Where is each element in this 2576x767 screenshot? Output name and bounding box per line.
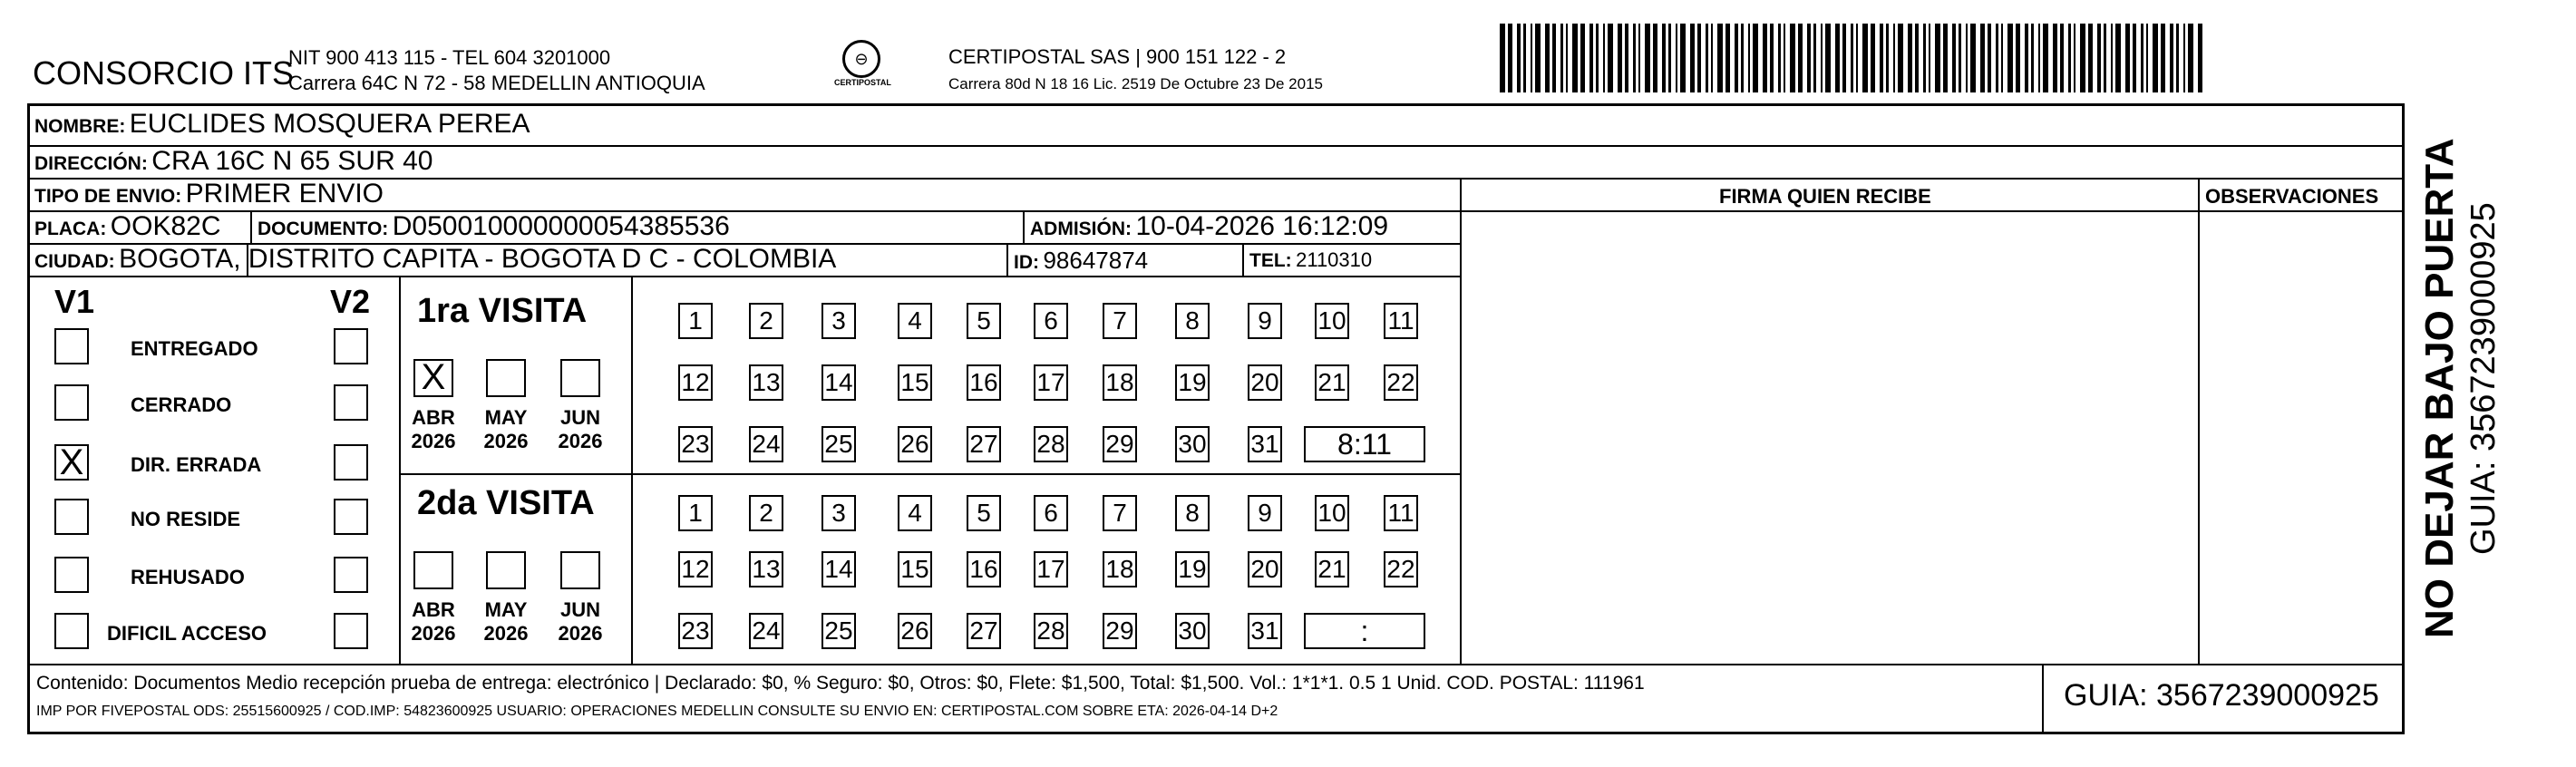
month-name: ABR (412, 598, 455, 621)
second-visit-day-31[interactable]: 31 (1248, 613, 1282, 649)
calendar-divider-v (631, 276, 633, 664)
barcode-bar (1825, 24, 1831, 92)
barcode-bar (1959, 24, 1961, 92)
v1-checkbox[interactable] (54, 613, 89, 649)
second-visit-title: 2da VISITA (417, 484, 595, 522)
barcode-bar (2170, 24, 2173, 92)
v1-checkbox[interactable] (54, 384, 89, 421)
first-visit-day-1[interactable]: 1 (678, 303, 713, 339)
second-visit-day-27[interactable]: 27 (967, 613, 1001, 649)
firma-header: FIRMA QUIEN RECIBE (1719, 185, 1931, 208)
month-name: JUN (559, 406, 600, 429)
status-label: ENTREGADO (131, 337, 258, 360)
tel-value: 2110310 (1296, 248, 1373, 271)
barcode-bar (1725, 24, 1730, 92)
observaciones-header: OBSERVACIONES (2205, 185, 2379, 208)
documento-field (258, 211, 730, 242)
v1-checkbox[interactable] (54, 499, 89, 535)
v2-checkbox[interactable] (334, 328, 368, 364)
ciudad-field (34, 244, 836, 275)
barcode-bar (2025, 24, 2028, 92)
logo-icon: ⊖ (842, 40, 880, 78)
barcode-bar (2104, 24, 2106, 92)
barcode-bar (1706, 24, 1708, 92)
second-visit-day-20[interactable]: 20 (1248, 551, 1282, 587)
first-visit-day-20[interactable]: 20 (1248, 364, 1282, 401)
id-field (1014, 247, 1148, 275)
first-visit-day-22[interactable]: 22 (1384, 364, 1418, 401)
second-visit-day-18[interactable]: 18 (1103, 551, 1137, 587)
second-visit-day-7[interactable]: 7 (1103, 495, 1137, 531)
barcode-bar (2141, 24, 2143, 92)
tel-field (1249, 248, 1372, 272)
second-visit-day-25[interactable]: 25 (821, 613, 856, 649)
barcode-bar (1807, 24, 1811, 92)
barcode-bar (1531, 24, 1532, 92)
barcode-bar (1676, 24, 1677, 92)
admision-value: 10-04-2026 16:12:09 (1135, 211, 1389, 241)
status-label: DIFICIL ACCESO (107, 622, 267, 645)
second-visit-day-28[interactable]: 28 (1034, 613, 1068, 649)
first-visit-day-11[interactable]: 11 (1384, 303, 1418, 339)
month-name: MAY (484, 406, 528, 429)
barcode (1500, 24, 2203, 92)
barcode-bar (1638, 24, 1640, 92)
barcode-bar (1952, 24, 1956, 92)
first-visit-day-18[interactable]: 18 (1103, 364, 1137, 401)
second-visit-month-label (553, 598, 608, 646)
second-visit-day-8[interactable]: 8 (1175, 495, 1210, 531)
barcode-bar (1690, 24, 1695, 92)
barcode-bar (1908, 24, 1912, 92)
barcode-bar (1500, 24, 1505, 92)
nombre-field (34, 109, 530, 140)
first-visit-day-4[interactable]: 4 (898, 303, 932, 339)
v2-header: V2 (330, 283, 371, 320)
side-warning: NO DEJAR BAJO PUERTA (2417, 138, 2462, 638)
barcode-bar (2001, 24, 2003, 92)
barcode-bar (1508, 24, 1512, 92)
first-visit-day-25[interactable]: 25 (821, 426, 856, 462)
barcode-bar (1798, 24, 1803, 92)
second-visit-time[interactable]: : (1304, 613, 1425, 649)
barcode-bar (1943, 24, 1948, 92)
barcode-bar (1966, 24, 1968, 92)
second-visit-day-29[interactable]: 29 (1103, 613, 1137, 649)
barcode-bar (1517, 24, 1521, 92)
nombre-label: NOMBRE: (34, 116, 126, 137)
status-label: CERRADO (131, 393, 232, 416)
first-visit-day-6[interactable]: 6 (1034, 303, 1068, 339)
second-visit-month-checkbox[interactable] (560, 551, 600, 589)
barcode-bar (1560, 24, 1563, 92)
form-frame (27, 103, 2405, 734)
barcode-bar (1711, 24, 1713, 92)
first-visit-day-23[interactable]: 23 (678, 426, 713, 462)
barcode-bar (1790, 24, 1795, 92)
barcode-bar (2060, 24, 2064, 92)
barcode-bar (1856, 24, 1858, 92)
barcode-bar (1697, 24, 1701, 92)
row-divider (27, 276, 1460, 277)
barcode-bar (2007, 24, 2013, 92)
month-year: 2026 (411, 430, 456, 452)
footer-content-line: Contenido: Documentos Medio recepción prueba de entrega: electrónico | Declarado: $0, % Seguro: $0, Otros: $0, Flete: $1,500, Total: $1,500. Vol.: 1*1*1. 0.5 1 Unid. COD. POSTAL: 111961 (36, 673, 1645, 694)
first-visit-title: 1ra VISITA (417, 292, 588, 330)
status-label: NO RESIDE (131, 508, 241, 530)
barcode-bar (2097, 24, 2101, 92)
first-visit-month-checkbox[interactable] (413, 359, 453, 397)
barcode-bar (1735, 24, 1738, 92)
barcode-bar (1898, 24, 1903, 92)
month-name: MAY (484, 598, 528, 621)
direccion-value: CRA 16C N 65 SUR 40 (151, 146, 433, 176)
admision-label: ADMISIÓN: (1030, 218, 1132, 239)
first-visit-day-29[interactable]: 29 (1103, 426, 1137, 462)
barcode-bar (2038, 24, 2040, 92)
barcode-bar (1572, 24, 1578, 92)
barcode-bar (1748, 24, 1750, 92)
month-name: ABR (412, 406, 455, 429)
barcode-bar (1668, 24, 1671, 92)
barcode-bar (1893, 24, 1895, 92)
barcode-bar (1662, 24, 1666, 92)
second-visit-month-label (406, 598, 461, 646)
barcode-bar (1523, 24, 1526, 92)
barcode-bar (1603, 24, 1605, 92)
placa-label: PLACA: (34, 218, 107, 239)
tipo-envio-value: PRIMER ENVIO (185, 179, 384, 209)
first-visit-day-17[interactable]: 17 (1034, 364, 1068, 401)
certipostal-line2: Carrera 80d N 18 16 Lic. 2519 De Octubre 23 De 2015 (948, 75, 1323, 92)
first-visit-time[interactable]: 8:11 (1304, 426, 1425, 462)
first-visit-month-label (406, 406, 461, 453)
second-visit-day-24[interactable]: 24 (749, 613, 783, 649)
month-check-mark: X (421, 357, 446, 397)
second-visit-day-15[interactable]: 15 (898, 551, 932, 587)
certipostal-logo (834, 40, 889, 87)
barcode-bar (2161, 24, 2165, 92)
barcode-bar (2115, 24, 2121, 92)
second-visit-day-13[interactable]: 13 (749, 551, 783, 587)
second-visit-day-1[interactable]: 1 (678, 495, 713, 531)
second-visit-day-14[interactable]: 14 (821, 551, 856, 587)
barcode-bar (1741, 24, 1744, 92)
first-visit-day-9[interactable]: 9 (1248, 303, 1282, 339)
documento-label: DOCUMENTO: (258, 218, 389, 239)
first-visit-month-label (553, 406, 608, 453)
barcode-bar (1608, 24, 1613, 92)
first-visit-day-24[interactable]: 24 (749, 426, 783, 462)
v1-check-mark: X (59, 442, 84, 482)
first-visit-day-7[interactable]: 7 (1103, 303, 1137, 339)
barcode-bar (2153, 24, 2158, 92)
v2-checkbox[interactable] (334, 444, 368, 481)
barcode-bar (1753, 24, 1758, 92)
cell-divider (1023, 210, 1025, 243)
barcode-bar (1923, 24, 1926, 92)
barcode-bar (1886, 24, 1889, 92)
v1-header: V1 (54, 283, 95, 320)
second-visit-day-19[interactable]: 19 (1175, 551, 1210, 587)
tipo-envio-label: TIPO DE ENVIO: (34, 186, 182, 207)
status-label: REHUSADO (131, 566, 245, 588)
v2-checkbox[interactable] (334, 557, 368, 593)
barcode-bar (1770, 24, 1774, 92)
first-visit-day-28[interactable]: 28 (1034, 426, 1068, 462)
second-visit-day-22[interactable]: 22 (1384, 551, 1418, 587)
footer-guia-divider (2042, 664, 2044, 734)
certipostal-line1: CERTIPOSTAL SAS | 900 151 122 - 2 (948, 45, 1287, 68)
footer-imp-line: IMP POR FIVEPOSTAL ODS: 25515600925 / COD.IMP: 54823600925 USUARIO: OPERACIONES MEDELLIN CONSULTE SU ENVIO EN: CERTIPOSTAL.COM SOBRE ETA: 2026-04-14 D+2 (36, 704, 1278, 719)
v1-checkbox[interactable] (54, 328, 89, 364)
barcode-bar (1821, 24, 1823, 92)
barcode-bar (2183, 24, 2185, 92)
second-visit-month-label (479, 598, 533, 646)
month-name: JUN (559, 598, 600, 621)
cell-divider (1006, 243, 1008, 276)
barcode-bar (2031, 24, 2034, 92)
barcode-bar (1618, 24, 1622, 92)
barcode-bar (2133, 24, 2136, 92)
direccion-field (34, 146, 433, 177)
v2-checkbox[interactable] (334, 384, 368, 421)
barcode-bar (1784, 24, 1785, 92)
cell-divider (1242, 243, 1244, 276)
ciudad-label: CIUDAD: (34, 251, 115, 272)
first-visit-day-16[interactable]: 16 (967, 364, 1001, 401)
barcode-bar (2068, 24, 2071, 92)
first-visit-month-checkbox[interactable] (486, 359, 526, 397)
first-visit-day-5[interactable]: 5 (967, 303, 1001, 339)
second-visit-day-17[interactable]: 17 (1034, 551, 1068, 587)
v1-checkbox[interactable] (54, 557, 89, 593)
barcode-bar (2198, 24, 2202, 92)
barcode-bar (1566, 24, 1568, 92)
first-visit-day-2[interactable]: 2 (749, 303, 783, 339)
barcode-bar (1680, 24, 1686, 92)
tipo-envio-field (34, 179, 384, 209)
month-year: 2026 (558, 622, 603, 645)
barcode-bar (1653, 24, 1657, 92)
logo-text: CERTIPOSTAL (834, 78, 891, 87)
barcode-bar (2176, 24, 2179, 92)
barcode-bar (1596, 24, 1599, 92)
nombre-value: EUCLIDES MOSQUERA PEREA (129, 109, 530, 139)
id-label: ID: (1014, 252, 1039, 273)
second-visit-day-3[interactable]: 3 (821, 495, 856, 531)
id-value: 98647874 (1043, 247, 1149, 274)
first-visit-month-checkbox[interactable] (560, 359, 600, 397)
month-year: 2026 (483, 622, 529, 645)
second-visit-month-checkbox[interactable] (486, 551, 526, 589)
first-visit-day-19[interactable]: 19 (1175, 364, 1210, 401)
barcode-bar (2125, 24, 2130, 92)
footer-guia: GUIA: 3567239000925 (2064, 678, 2379, 713)
firma-divider (1460, 178, 1462, 664)
barcode-bar (1915, 24, 1919, 92)
second-visit-day-26[interactable]: 26 (898, 613, 932, 649)
barcode-bar (1580, 24, 1585, 92)
barcode-bar (1545, 24, 1550, 92)
barcode-bar (1988, 24, 1991, 92)
barcode-bar (1633, 24, 1636, 92)
second-visit-day-5[interactable]: 5 (967, 495, 1001, 531)
barcode-bar (1645, 24, 1650, 92)
tel-label: TEL: (1249, 250, 1292, 271)
month-year: 2026 (558, 430, 603, 452)
first-visit-month-label (479, 406, 533, 453)
ciudad-value: BOGOTA, DISTRITO CAPITA - BOGOTA D C - COLOMBIA (119, 244, 837, 274)
placa-field (34, 211, 221, 242)
cell-divider (250, 210, 252, 243)
barcode-bar (1935, 24, 1940, 92)
barcode-bar (1835, 24, 1840, 92)
second-visit-day-11[interactable]: 11 (1384, 495, 1418, 531)
certipostal-info (948, 44, 1323, 98)
barcode-bar (1589, 24, 1593, 92)
first-visit-day-12[interactable]: 12 (678, 364, 713, 401)
side-guia: GUIA: 3567239000925 (2464, 202, 2503, 555)
placa-value: OOK82C (110, 211, 221, 241)
barcode-bar (2088, 24, 2093, 92)
second-visit-day-9[interactable]: 9 (1248, 495, 1282, 531)
barcode-bar (1880, 24, 1883, 92)
barcode-bar (2074, 24, 2075, 92)
visit-divider-v (399, 276, 401, 664)
first-visit-day-31[interactable]: 31 (1248, 426, 1282, 462)
barcode-bar (1763, 24, 1767, 92)
second-visit-day-23[interactable]: 23 (678, 613, 713, 649)
first-visit-day-21[interactable]: 21 (1315, 364, 1349, 401)
first-visit-day-8[interactable]: 8 (1175, 303, 1210, 339)
company-contact (288, 45, 705, 96)
month-year: 2026 (411, 622, 456, 645)
nit-line: NIT 900 413 115 - TEL 604 3201000 (288, 46, 611, 69)
second-visit-day-10[interactable]: 10 (1315, 495, 1349, 531)
v1-checkbox[interactable] (54, 444, 89, 481)
admision-field (1030, 211, 1388, 242)
month-year: 2026 (483, 430, 529, 452)
barcode-bar (2188, 24, 2193, 92)
barcode-bar (1842, 24, 1846, 92)
second-visit-day-21[interactable]: 21 (1315, 551, 1349, 587)
barcode-bar (2053, 24, 2057, 92)
barcode-bar (1929, 24, 1930, 92)
barcode-bar (2016, 24, 2020, 92)
barcode-bar (1813, 24, 1816, 92)
barcode-bar (1970, 24, 1976, 92)
second-visit-day-4[interactable]: 4 (898, 495, 932, 531)
second-visit-day-2[interactable]: 2 (749, 495, 783, 531)
visit-divider (399, 473, 1460, 475)
second-visit-day-16[interactable]: 16 (967, 551, 1001, 587)
direccion-label: DIRECCIÓN: (34, 153, 148, 174)
first-visit-day-13[interactable]: 13 (749, 364, 783, 401)
barcode-bar (1851, 24, 1853, 92)
second-visit-month-checkbox[interactable] (413, 551, 453, 589)
barcode-bar (2111, 24, 2113, 92)
second-visit-day-30[interactable]: 30 (1175, 613, 1210, 649)
barcode-bar (1535, 24, 1541, 92)
footer-divider (27, 664, 2405, 665)
first-visit-day-27[interactable]: 27 (967, 426, 1001, 462)
barcode-bar (2146, 24, 2148, 92)
barcode-bar (1862, 24, 1868, 92)
v2-checkbox[interactable] (334, 499, 368, 535)
second-visit-day-6[interactable]: 6 (1034, 495, 1068, 531)
row-divider (27, 178, 2405, 180)
first-visit-day-26[interactable]: 26 (898, 426, 932, 462)
first-visit-day-15[interactable]: 15 (898, 364, 932, 401)
v2-checkbox[interactable] (334, 613, 368, 649)
first-visit-day-14[interactable]: 14 (821, 364, 856, 401)
second-visit-day-12[interactable]: 12 (678, 551, 713, 587)
barcode-bar (1871, 24, 1875, 92)
barcode-bar (1980, 24, 1985, 92)
first-visit-day-10[interactable]: 10 (1315, 303, 1349, 339)
barcode-bar (2080, 24, 2085, 92)
barcode-bar (2043, 24, 2048, 92)
observaciones-divider (2198, 178, 2200, 664)
barcode-bar (1552, 24, 1556, 92)
barcode-bar (1625, 24, 1628, 92)
status-label: DIR. ERRADA (131, 453, 262, 476)
barcode-bar (1778, 24, 1781, 92)
company-address: Carrera 64C N 72 - 58 MEDELLIN ANTIOQUIA (288, 72, 705, 94)
first-visit-day-3[interactable]: 3 (821, 303, 856, 339)
barcode-bar (1996, 24, 1998, 92)
documento-value: D050010000000054385536 (392, 211, 730, 241)
first-visit-day-30[interactable]: 30 (1175, 426, 1210, 462)
barcode-bar (1717, 24, 1723, 92)
company-name: CONSORCIO ITS (33, 54, 295, 92)
